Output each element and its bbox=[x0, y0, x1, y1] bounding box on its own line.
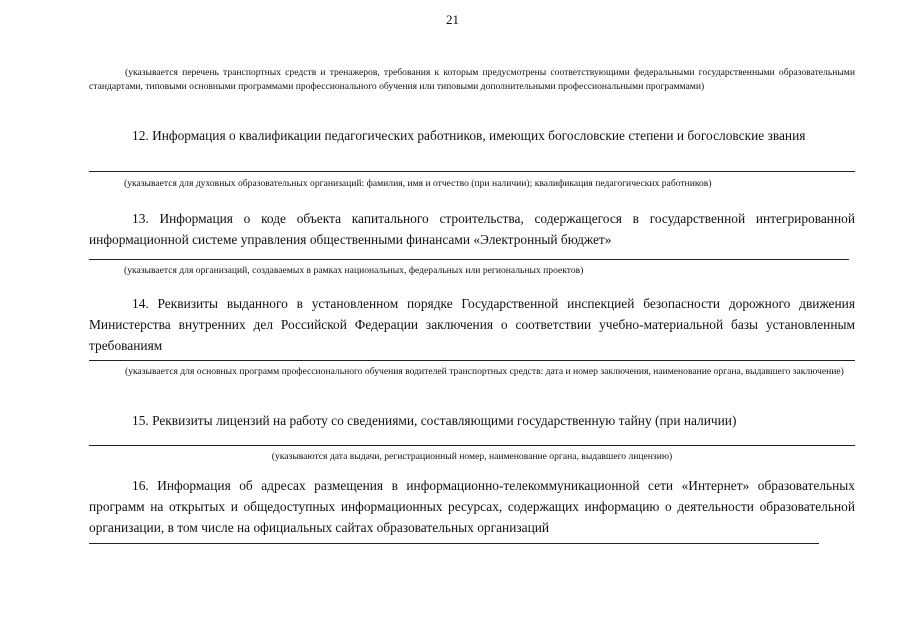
item-12-fill-line bbox=[89, 171, 855, 172]
page-number: 21 bbox=[446, 12, 459, 27]
item-15-note: (указываются дата выдачи, регистрационный номер, наименование органа, выдавшего лицензию) bbox=[271, 451, 673, 462]
item-13-fill-line bbox=[89, 259, 849, 260]
note-transport-vehicles: (указывается перечень транспортных средств и тренажеров, требования к которым предусмотрены соответствующими федеральными государственными образовательными стандартами, типовыми основными программами профессионального обучения или типовыми дополнительными профессиональными программами) bbox=[89, 67, 855, 92]
item-14-paragraph: 14. Реквизиты выданного в установленном порядке Государственной инспекцией безопасности дорожного движения Министерства внутренних дел Российской Федерации заключения о соответствии учебно-материальной базы установленным требованиям bbox=[89, 296, 855, 353]
item-12-paragraph: 12. Информация о квалификации педагогических работников, имеющих богословские степени и богословские звания bbox=[132, 128, 806, 143]
item-16-paragraph: 16. Информация об адресах размещения в информационно-телекоммуникационной сети «Интернет» образовательных программ на открытых и общедоступных информационных ресурсах, содержащих информацию о деятельности образовательной организации, в том числе на официальных сайтах образовательных организаций bbox=[89, 478, 855, 535]
item-14-note: (указывается для основных программ профессионального обучения водителей транспортных средств: дата и номер заключения, наименование органа, выдавшего заключение) bbox=[125, 366, 844, 377]
item-15-fill-line bbox=[89, 445, 855, 446]
item-14-fill-line bbox=[89, 360, 855, 361]
item-13-note: (указывается для организаций, создаваемых в рамках национальных, федеральных или региональных проектов) bbox=[124, 265, 584, 276]
item-13-paragraph: 13. Информация о коде объекта капитального строительства, содержащегося в государственной интегрированной информационной системе управления общественными финансами «Электронный бюджет» bbox=[89, 211, 855, 247]
item-16-fill-line bbox=[89, 543, 819, 544]
item-15-paragraph: 15. Реквизиты лицензий на работу со сведениями, составляющими государственную тайну (при наличии) bbox=[132, 413, 737, 428]
item-12-note: (указывается для духовных образовательных организаций: фамилия, имя и отчество (при наличии); квалификация педагогических работников) bbox=[124, 178, 712, 189]
